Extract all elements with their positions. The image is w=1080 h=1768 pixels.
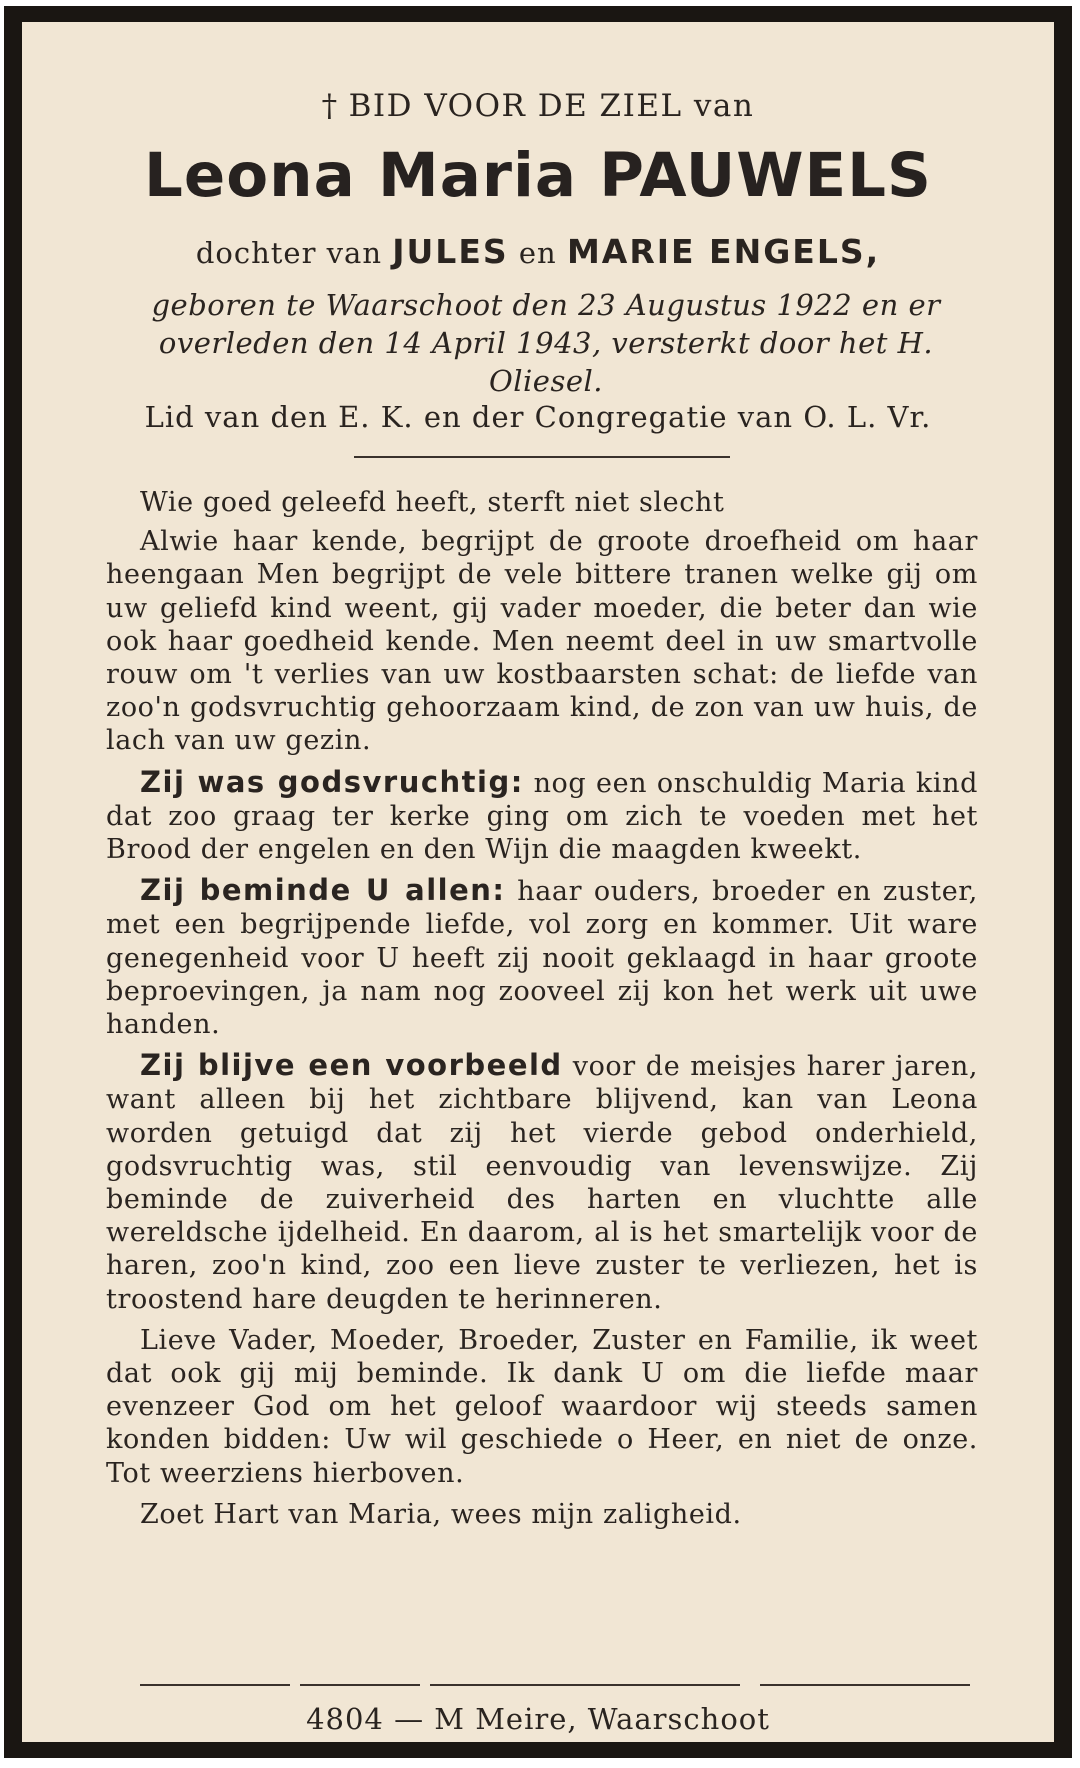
footer-rule-1 [140, 1684, 290, 1686]
parents-join: en [518, 236, 557, 270]
printer-imprint: 4804 — M Meire, Waarschoot [306, 1702, 770, 1736]
prayer-heading [22, 88, 1054, 124]
paragraph-2 [106, 766, 978, 867]
footer-rule-4 [760, 1684, 970, 1686]
divider-rule [354, 456, 730, 458]
father-name: JULES [392, 232, 509, 271]
footer-rule-2 [300, 1684, 420, 1686]
parents-prefix: dochter van [195, 236, 383, 270]
paragraph-4 [106, 1049, 978, 1316]
prayer-text: BID VOOR DE ZIEL van [348, 88, 755, 124]
paragraph-2-lead: Zij was godsvruchtig: [140, 764, 524, 799]
paragraph-2-text: nog een onschuldig Maria kind dat zoo graag ter kerke ging om zich te voeden met het Brood der engelen en den Wijn die maagden kweekt. [106, 767, 978, 866]
card-body [106, 486, 978, 1539]
closing-prayer: Zoet Hart van Maria, wees mijn zaligheid. [140, 1498, 742, 1530]
birth-death-text: geboren te Waarschoot den 23 Augustus 1922 en er overleden den 14 April 1943, versterkt door het H. Oliesel. [151, 288, 941, 398]
motto: Wie goed geleefd heeft, sterft niet slecht [140, 487, 725, 518]
deceased-name: Leona Maria PAUWELS [144, 140, 932, 211]
footer-rules [140, 1684, 970, 1687]
parents-line [22, 232, 1054, 271]
cross-icon: † [321, 88, 339, 124]
paragraph-3-text: haar ouders, broeder en zuster, met een begrijpende liefde, vol zorg en kommer. Uit ware genegenheid voor U heeft zij nooit geklaagd in haar groote beproevingen, ja nam nog zooveel zij kon het werk uit uwe handen. [106, 876, 978, 1041]
paragraph-3-lead: Zij beminde U allen: [140, 873, 506, 908]
card-paper [22, 22, 1054, 1742]
paragraph-4-text: voor de meisjes harer jaren, want alleen bij het zichtbare blijvend, kan van Leona worden getuigd dat zij het vierde gebod onderhield, godsvruchtig was, stil eenvoudig van levenswijze. Zij beminde de zuiverheid des harten en vluchtte alle wereldsche ijdelheid. En daarom, al is het smartelijk voor de haren, zoo'n kind, zoo een lieve zuster te verliezen, het is troostend hare deugden te herinneren. [106, 1051, 978, 1315]
paragraph-3 [106, 874, 978, 1041]
mother-name: MARIE ENGELS, [566, 232, 881, 271]
memorial-card [4, 6, 1072, 1758]
membership-text: Lid van den E. K. en der Congregatie van O. L. Vr. [144, 400, 932, 434]
footer-rule-3 [430, 1684, 740, 1686]
paragraph-4-lead: Zij blijve een voorbeeld [140, 1048, 563, 1083]
paragraph-5: Lieve Vader, Moeder, Broeder, Zuster en Familie, ik weet dat ook gij mij beminde. Ik dank U om die liefde maar evenzeer God om het geloof waardoor wij steeds samen konden bidden: Uw wil geschiede o Heer, en niet de onze. Tot weerziens hierboven. [106, 1324, 978, 1489]
paragraph-1: Alwie haar kende, begrijpt de groote droefheid om haar heengaan Men begrijpt de vele bittere tranen welke gij om uw geliefd kind weent, gij vader moeder, die beter dan wie ook haar goedheid kende. Men neemt deel in uw smartvolle rouw om 't verlies van uw kostbaarsten schat: de liefde van zoo'n godsvruchtig gehoorzaam kind, de zon van uw huis, de lach van uw gezin. [106, 526, 978, 757]
